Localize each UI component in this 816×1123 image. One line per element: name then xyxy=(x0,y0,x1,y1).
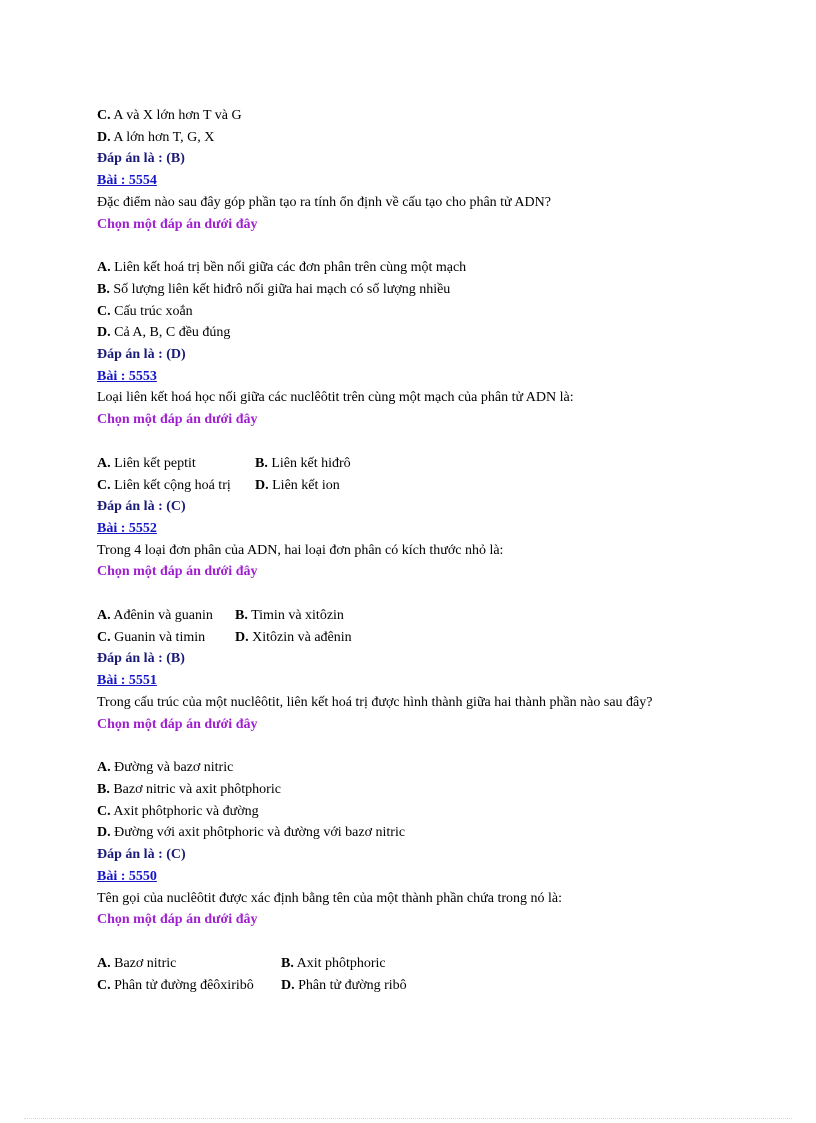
option-d: D. Liên kết ion xyxy=(255,477,340,493)
options-row xyxy=(97,453,717,475)
answer-text: Đáp án là : (C) xyxy=(97,499,186,515)
option-d: D. A lớn hơn T, G, X xyxy=(97,129,215,145)
question-title-link[interactable]: Bài : 5553 xyxy=(97,368,157,384)
option-b: B. Số lượng liên kết hiđrô nối giữa hai mạch có số lượng nhiều xyxy=(97,281,451,297)
options-row xyxy=(97,953,717,975)
option-b: B. Axit phôtphoric xyxy=(281,955,386,971)
choose-answer-label: Chọn một đáp án dưới đây xyxy=(97,912,258,928)
option-a: A. Liên kết hoá trị bền nối giữa các đơn phân trên cùng một mạch xyxy=(97,260,467,276)
options-row xyxy=(97,975,717,997)
option-d: D. Cả A, B, C đều đúng xyxy=(97,325,231,341)
answer-text: Đáp án là : (B) xyxy=(97,651,185,667)
option-c: C. Liên kết cộng hoá trị xyxy=(97,477,231,493)
question-text: Tên gọi của nuclêôtit được xác định bằng tên của một thành phần chứa trong nó là: xyxy=(97,890,562,906)
choose-answer-label: Chọn một đáp án dưới đây xyxy=(97,216,258,232)
choose-answer-label: Chọn một đáp án dưới đây xyxy=(97,716,258,732)
option-d: D. Đường với axit phôtphoric và đường với bazơ nitric xyxy=(97,825,406,841)
option-c: C. Axit phôtphoric và đường xyxy=(97,803,259,819)
option-a: A. Đường và bazơ nitric xyxy=(97,760,234,776)
option-b: B. Bazơ nitric và axit phôtphoric xyxy=(97,781,281,797)
options-row xyxy=(97,627,717,649)
question-text: Trong 4 loại đơn phân của ADN, hai loại đơn phân có kích thước nhỏ là: xyxy=(97,542,504,558)
option-d: D. Phân tử đường ribô xyxy=(281,977,407,993)
option-b: B. Liên kết hiđrô xyxy=(255,455,351,471)
option-a: A. Bazơ nitric xyxy=(97,955,177,971)
question-text: Đặc điểm nào sau đây góp phần tạo ra tính ổn định về cấu tạo cho phân tử ADN? xyxy=(97,194,551,210)
options-row xyxy=(97,605,717,627)
answer-text: Đáp án là : (C) xyxy=(97,847,186,863)
option-a: A. Ađênin và guanin xyxy=(97,608,213,624)
document-page xyxy=(97,105,717,996)
option-d: D. Xitôzin và ađênin xyxy=(235,629,352,645)
option-c: C. A và X lớn hơn T và G xyxy=(97,108,242,123)
choose-answer-label: Chọn một đáp án dưới đây xyxy=(97,412,258,428)
option-c: C. Phân tử đường đêôxiribô xyxy=(97,977,254,993)
page-bottom-divider xyxy=(24,1118,792,1119)
question-text: Trong cấu trúc của một nuclêôtit, liên kết hoá trị được hình thành giữa hai thành phần nào sau đây? xyxy=(97,694,653,710)
question-title-link[interactable]: Bài : 5551 xyxy=(97,673,157,689)
question-title-link[interactable]: Bài : 5550 xyxy=(97,868,157,884)
question-title-link[interactable]: Bài : 5552 xyxy=(97,520,157,536)
question-text: Loại liên kết hoá học nối giữa các nuclêôtit trên cùng một mạch của phân tử ADN là: xyxy=(97,390,574,406)
option-c: C. Cấu trúc xoắn xyxy=(97,303,193,319)
choose-answer-label: Chọn một đáp án dưới đây xyxy=(97,564,258,580)
option-a: A. Liên kết peptit xyxy=(97,455,196,471)
answer-text: Đáp án là : (D) xyxy=(97,347,186,363)
option-b: B. Timin và xitôzin xyxy=(235,608,344,624)
answer-text: Đáp án là : (B) xyxy=(97,151,185,167)
question-title-link[interactable]: Bài : 5554 xyxy=(97,173,157,189)
options-row xyxy=(97,475,717,497)
option-c: C. Guanin và timin xyxy=(97,629,206,645)
